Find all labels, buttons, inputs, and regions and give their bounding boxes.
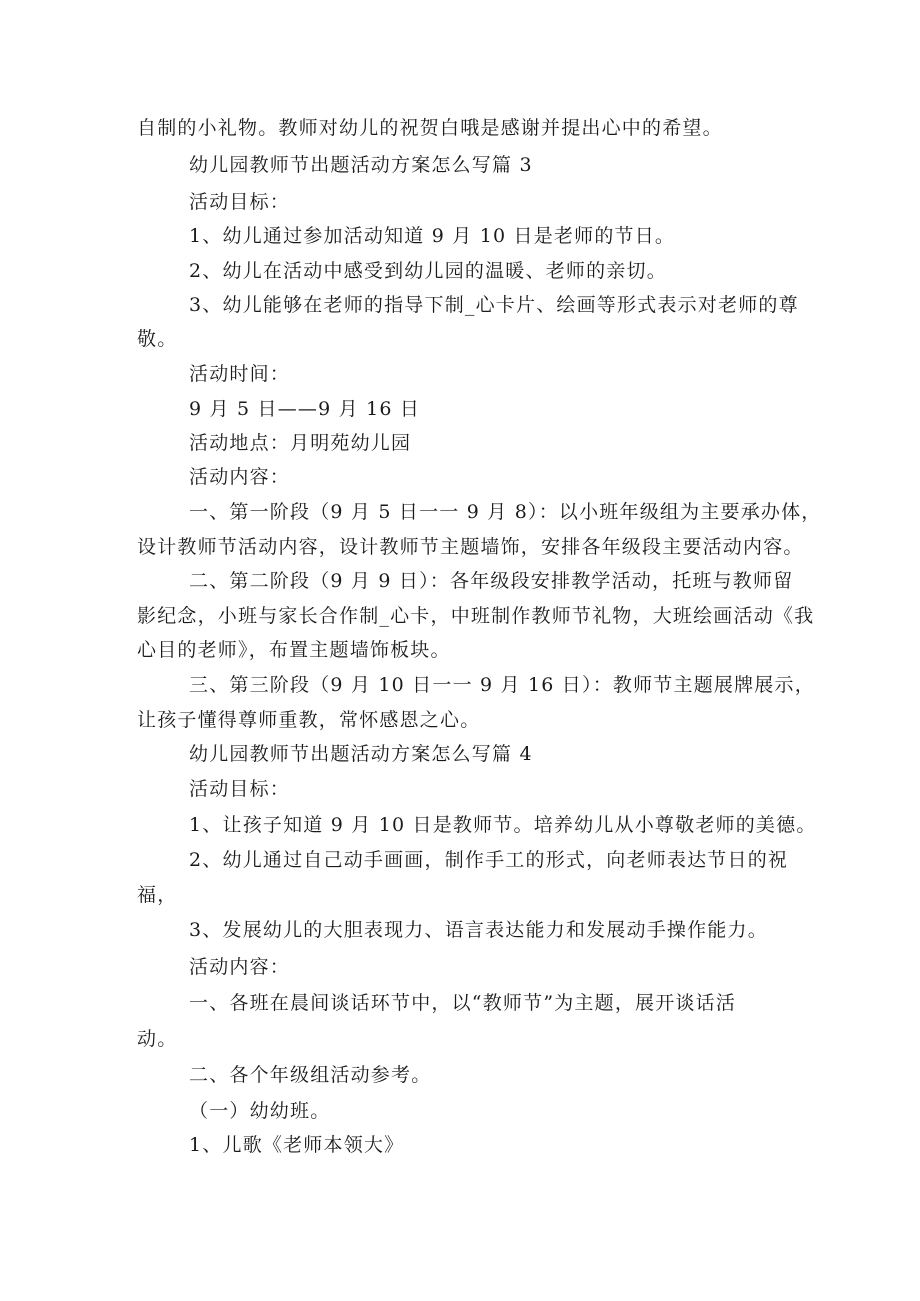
text-line: 1、幼儿通过参加活动知道 9 月 10 日是老师的节日。 xyxy=(189,225,676,247)
text-line: 活动目标： xyxy=(189,778,291,800)
text-line: 3、发展幼儿的大胆表现力、语言表达能力和发展动手操作能力。 xyxy=(189,919,768,941)
text-line: 活动时间： xyxy=(189,363,291,385)
section-heading: 幼儿园教师节出题活动方案怎么写篇 4 xyxy=(189,743,533,765)
text-line: 1、让孩子知道 9 月 10 日是教师节。培养幼儿从小尊敬老师的美德。 xyxy=(189,814,817,836)
text-line: 一、第一阶段（9 月 5 日一一 9 月 8）：以小班年级组为主要承办体， xyxy=(189,501,822,523)
text-line: 自制的小礼物。教师对幼儿的祝贺白哦是感谢并提出心中的希望。 xyxy=(137,117,723,139)
text-line: 让孩子懂得尊师重教，常怀感恩之心。 xyxy=(137,709,481,731)
text-line: 2、幼儿在活动中感受到幼儿园的温暖、老师的亲切。 xyxy=(189,260,667,282)
text-line: 设计教师节活动内容，设计教师节主题墙饰，安排各年级段主要活动内容。 xyxy=(137,536,804,558)
text-line: 活动内容： xyxy=(189,956,291,978)
text-line: 三、第三阶段（9 月 10 日一一 9 月 16 日）：教师节主题展牌展示， xyxy=(189,674,815,696)
text-line: 活动地点：月明苑幼儿园 xyxy=(189,432,412,454)
text-line: 动。 xyxy=(137,1028,178,1050)
text-line: 敬。 xyxy=(137,328,178,350)
text-line: 心目的老师》，布置主题墙饰板块。 xyxy=(137,639,451,661)
text-line: 一、各班在晨间谈话环节中，以“教师节”为主题，展开谈话活 xyxy=(189,992,737,1014)
text-line: 二、各个年级组活动参考。 xyxy=(189,1064,432,1086)
text-line: （一）幼幼班。 xyxy=(189,1100,331,1122)
section-heading: 幼儿园教师节出题活动方案怎么写篇 3 xyxy=(189,154,533,176)
text-line: 1、儿歌《老师本领大》 xyxy=(189,1134,405,1156)
text-line: 9 月 5 日——9 月 16 日 xyxy=(189,398,421,420)
text-line: 活动内容： xyxy=(189,466,291,488)
text-line: 2、幼儿通过自己动手画画，制作手工的形式，向老师表达节日的祝 xyxy=(189,849,789,871)
text-line: 3、幼儿能够在老师的指导下制_心卡片、绘画等形式表示对老师的尊 xyxy=(189,294,799,316)
text-line: 二、第二阶段（9 月 9 日）：各年级段安排教学活动，托班与教师留 xyxy=(189,570,794,592)
text-line: 影纪念，小班与家长合作制_心卡，中班制作教师节礼物，大班绘画活动《我 xyxy=(137,605,815,627)
text-line: 福， xyxy=(137,884,178,906)
text-line: 活动目标： xyxy=(189,191,291,213)
